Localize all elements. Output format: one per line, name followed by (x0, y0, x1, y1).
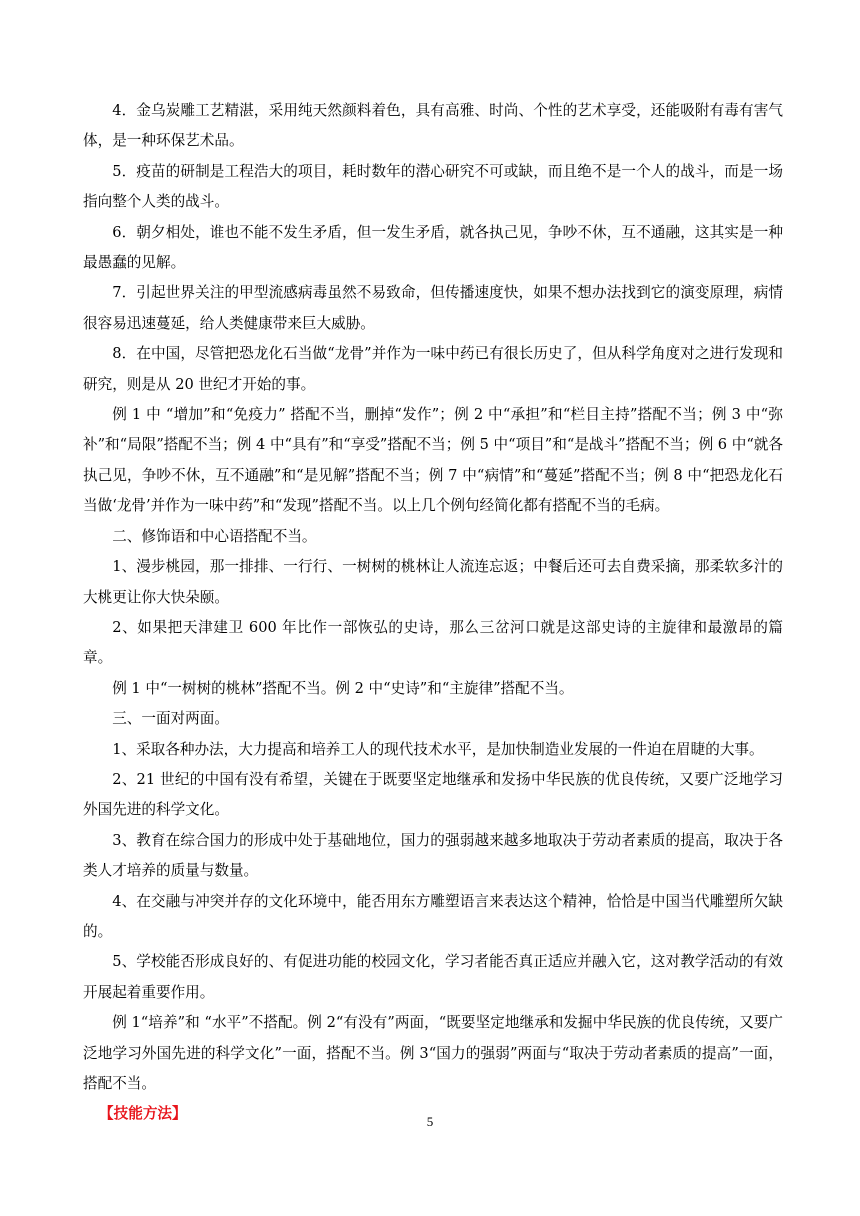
paragraph-example-4: 4．金乌炭雕工艺精湛，采用纯天然颜料着色，具有高雅、时尚、个性的艺术享受，还能吸附有毒有害气体，是一种环保艺术品。 (83, 102, 783, 150)
skills-methods-heading: 【技能方法】 (99, 1105, 187, 1123)
paragraph-analysis-3: 例 1“培养”和 “水平”不搭配。例 2“有没有”两面，“既要坚定地继承和发掘中华民族的优良传统，又要广泛地学习外国先进的科学文化”一面，搭配不当。例 3“国力的强弱”两面与“取决于劳动者素质的提高”一面，搭配不当。 (83, 1014, 783, 1092)
paragraph-sided-example-3: 3、教育在综合国力的形成中处于基础地位，国力的强弱越来越多地取决于劳动者素质的提高，取决于各类人才培养的质量与数量。 (83, 831, 783, 880)
paragraph-modifier-example-2: 2、如果把天津建卫 600 年比作一部恢弘的史诗，那么三岔河口就是这部史诗的主旋律和最激昂的篇章。 (83, 618, 783, 667)
paragraph-example-8: 8．在中国，尽管把恐龙化石当做“龙骨”并作为一味中药已有很长历史了，但从科学角度对之进行发现和研究，则是从 20 世纪才开始的事。 (83, 345, 783, 393)
page-number: 5 (426, 1114, 434, 1129)
paragraph-sided-example-1: 1、采取各种办法，大力提高和培养工人的现代技术水平，是加快制造业发展的一件迫在眉睫的大事。 (112, 740, 764, 758)
paragraph-sided-example-4: 4、在交融与冲突并存的文化环境中，能否用东方雕塑语言来表达这个精神，恰恰是中国当代雕塑所欠缺的。 (83, 892, 783, 940)
paragraph-example-7: 7．引起世界关注的甲型流感病毒虽然不易致命，但传播速度快，如果不想办法找到它的演变原理，病情很容易迅速蔓延，给人类健康带来巨大威胁。 (83, 284, 783, 332)
paragraph-analysis-1: 例 1 中 “增加”和“免疫力” 搭配不当，删掉“发作”；例 2 中“承担”和“栏目主持”搭配不当；例 3 中“弥补”和“局限”搭配不当；例 4 中“具有”和“享受”搭配不当；例 5 中“项目”和“是战斗”搭配不当；例 6 中“就各执己见，争吵不休，互不通融”和“是见解”搭配不当；例 7 中“病情”和“蔓延”搭配不当；例 8 中“把恐龙化石当做‘龙骨’并作为一味中药”和“发现”搭配不当。以上几个例句经简化都有搭配不当的毛病。 (83, 406, 783, 515)
paragraph-sided-example-2: 2、21 世纪的中国有没有希望，关键在于既要坚定地继承和发扬中华民族的优良传统，又要广泛地学习外国先进的科学文化。 (83, 770, 783, 819)
section-heading-2: 二、修饰语和中心语搭配不当。 (112, 527, 317, 545)
paragraph-example-5: 5．疫苗的研制是工程浩大的项目，耗时数年的潜心研究不可或缺，而且绝不是一个人的战斗，而是一场指向整个人类的战斗。 (83, 162, 783, 211)
document-body (83, 96, 783, 1130)
paragraph-modifier-example-1: 1、漫步桃园，那一排排、一行行、一树树的桃林让人流连忘返；中餐后还可去自费采摘，那柔软多汁的大桃更让你大快朵颐。 (83, 558, 783, 606)
paragraph-analysis-2: 例 1 中“一树树的桃林”搭配不当。例 2 中“史诗”和“主旋律”搭配不当。 (112, 679, 574, 697)
section-heading-3: 三、一面对两面。 (112, 710, 229, 728)
paragraph-example-6: 6．朝夕相处，谁也不能不发生矛盾，但一发生矛盾，就各执己见，争吵不休，互不通融，这其实是一种最愚蠢的见解。 (83, 223, 783, 272)
paragraph-sided-example-5: 5、学校能否形成良好的、有促进功能的校园文化，学习者能否真正适应并融入它，这对教学活动的有效开展起着重要作用。 (83, 953, 783, 1001)
